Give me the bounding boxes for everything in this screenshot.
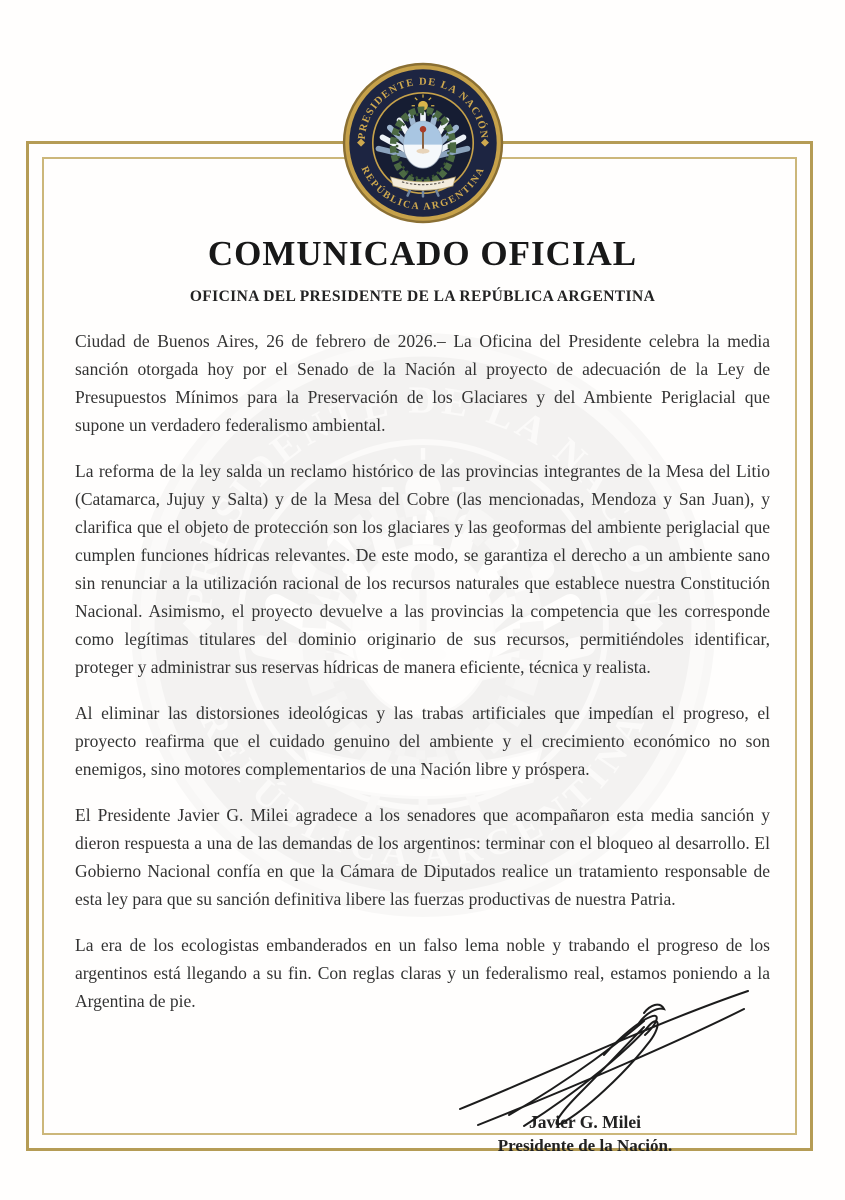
- signatory-name: Javier G. Milei: [529, 1112, 641, 1132]
- presidential-seal: [342, 62, 504, 224]
- document-content: [75, 234, 770, 1157]
- signature-scrawl: [454, 981, 754, 1131]
- document-title: COMUNICADO OFICIAL: [207, 234, 638, 273]
- paragraph-date-intro: Ciudad de Buenos Aires, 26 de febrero de 2026.– La Oficina del Presidente celebra la media sanción otorgada hoy por el Senado de la Nación al proyecto de adecuación de la Ley de Presupuestos Mínimos para la Preservación de los Glaciares y del Ambiente Periglacial que supone un verdadero federalismo ambiental.: [75, 331, 770, 435]
- signatory-role: Presidente de la Nación.: [497, 1136, 673, 1155]
- body-text: [75, 327, 770, 1015]
- signature-block: [420, 1019, 750, 1157]
- paragraph-distortions: Al eliminar las distorsiones ideológicas y las trabas artificiales que impedían el progreso, el proyecto reafirma que el cuidado genuino del ambiente y el crecimiento económico no son enemigos, sino motores complementarios de una Nación libre y próspera.: [75, 703, 770, 779]
- paragraph-closing: La era de los ecologistas embanderados en un falso lema noble y trabando el progreso de los argentinos está llegando a su fin. Con reglas claras y un federalismo real, estamos poniendo a la Argentina de pie.: [75, 935, 770, 1011]
- document-subtitle: OFICINA DEL PRESIDENTE DE LA REPÚBLICA ARGENTINA: [189, 288, 656, 305]
- paragraph-reform: La reforma de la ley salda un reclamo histórico de las provincias integrantes de la Mesa del Litio (Catamarca, Jujuy y Salta) y de la Mesa del Cobre (las mencionadas, Mendoza y San Juan), y clarifica que el objeto de protección son los glaciares y las geoformas del ambiente periglacial que cumplen funciones hídricas relevantes. De este modo, se garantiza el derecho a un ambiente sano sin renunciar a la utilización racional de los recursos naturales que establece nuestra Constitución Nacional. Asimismo, el proyecto devuelve a las provincias la competencia que les corresponde como legítimas titulares del dominio originario de sus recursos, permitiéndoles identificar, proteger y administrar sus reservas hídricas de manera eficiente, técnica y realista.: [75, 461, 770, 677]
- paragraph-thanks: El Presidente Javier G. Milei agradece a los senadores que acompañaron esta media sanción y dieron respuesta a una de las demandas de los argentinos: terminar con el bloqueo al desarrollo. El Gobierno Nacional confía en que la Cámara de Diputados realice un tratamiento responsable de esta ley para que su sanción definitiva libere las fuerzas productivas de nuestra Patria.: [75, 805, 770, 909]
